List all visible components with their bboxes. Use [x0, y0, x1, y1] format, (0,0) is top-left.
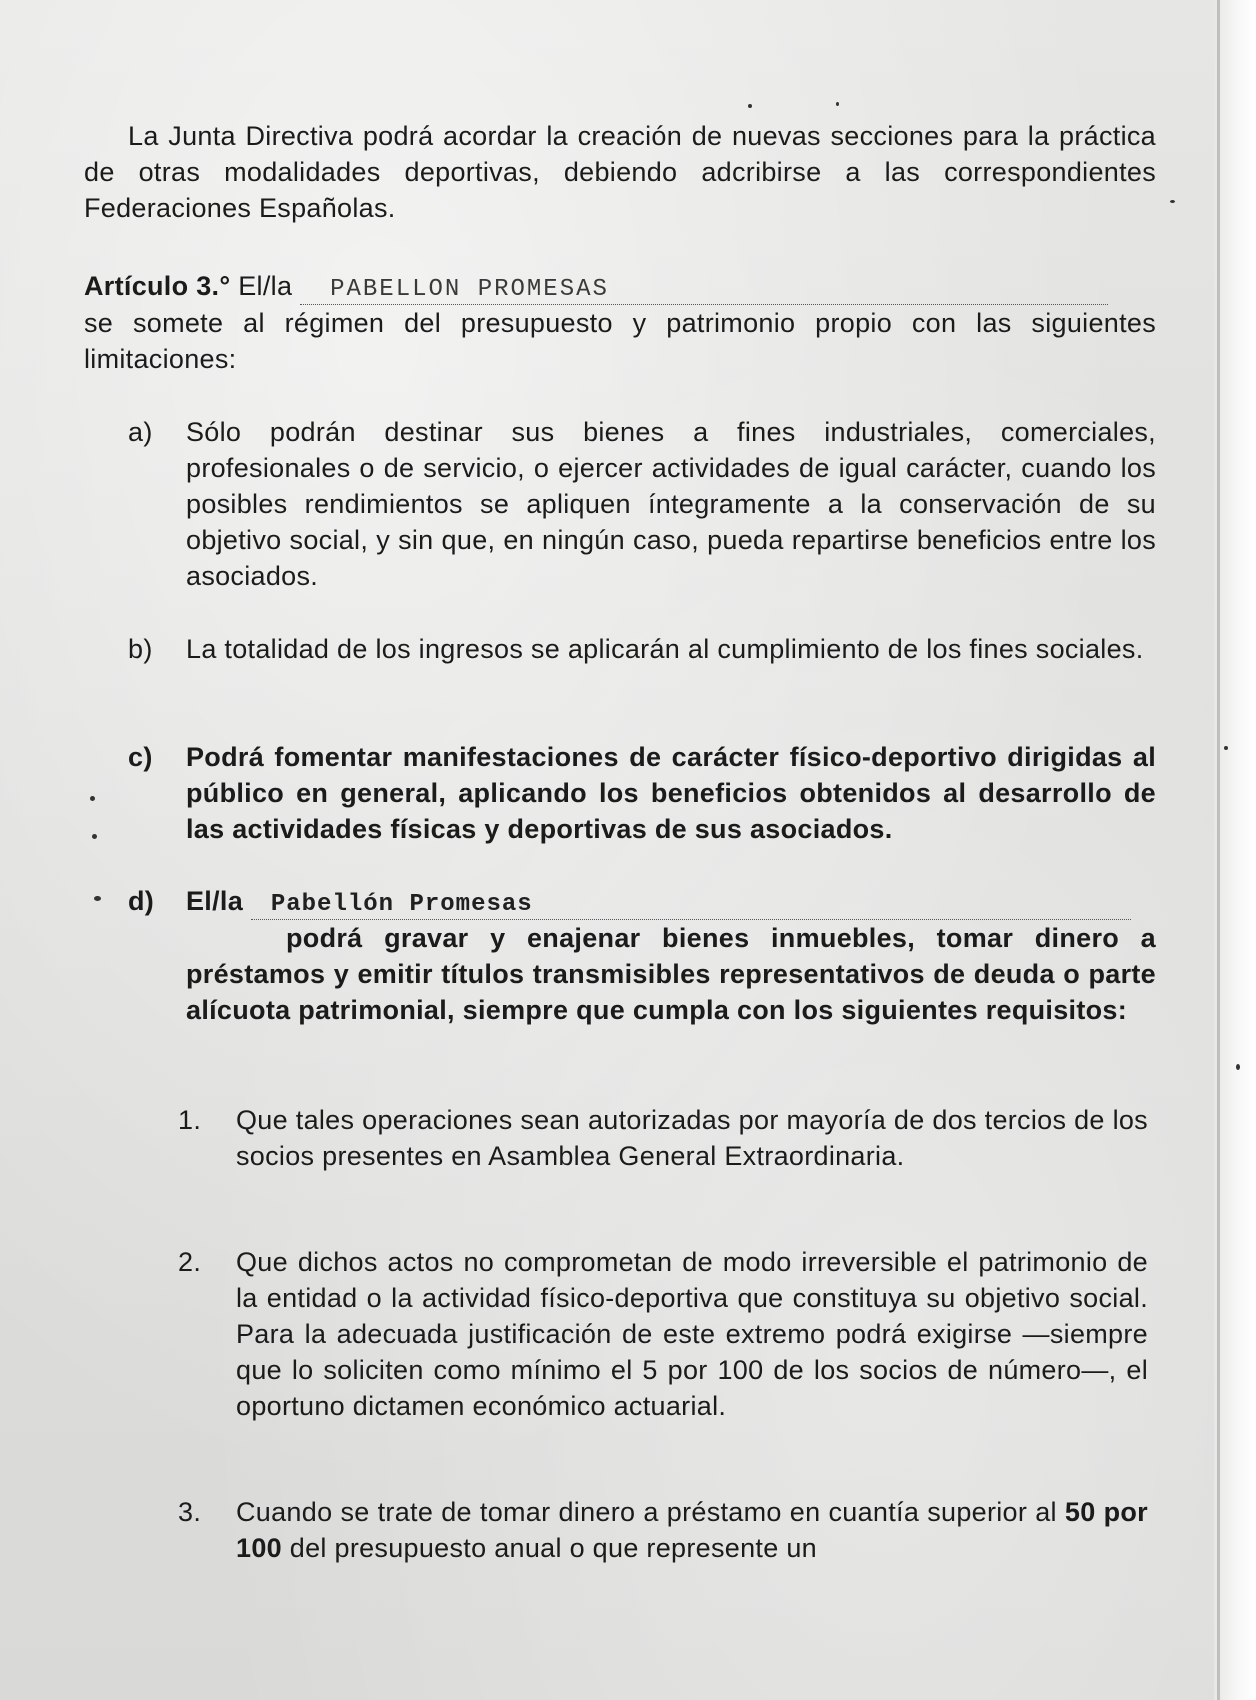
scan-speck: [1236, 1064, 1240, 1070]
item-a-marker: a): [128, 417, 153, 447]
intro-text: La Junta Directiva podrá acordar la creación de nuevas secciones para la práctica de otras modalidades deportivas, debiendo adcribirse a las correspondientes Federaciones Españolas.: [84, 121, 1156, 223]
scan-speck: [92, 834, 97, 839]
scan-speck: [1170, 200, 1175, 203]
scan-speck: [90, 796, 95, 801]
item-a-text: Sólo podrán destinar sus bienes a fines industriales, comerciales, profesionales o de servicio, o ejercer actividades de igual carácter, cuando los posibles rendimientos se apliquen íntegramente a la conservación de su objetivo social, y sin que, en ningún caso, pueda repartirse beneficios entre los asociados.: [186, 417, 1156, 591]
requirement-2-text: Que dichos actos no comprometan de modo irreversible el patrimonio de la entidad o la actividad físico-deportiva que constituya su objetivo social. Para la adecuada justificación de este extremo podrá exigirse —siempre que lo soliciten como mínimo el 5 por 100 de los socios de número—, el oportuno dictamen económico actuarial.: [236, 1247, 1148, 1421]
club-name-field: [300, 272, 1108, 305]
article-heading-line: [84, 268, 1156, 305]
item-d-marker: d): [128, 886, 155, 916]
club-name-typed: PABELLON PROMESAS: [330, 276, 609, 303]
requirement-3-marker: 3.: [178, 1497, 202, 1527]
item-c-text: Podrá fomentar manifestaciones de carácter físico-deportivo dirigidas al público en general, aplicando los beneficios obtenidos al desarrollo de las actividades físicas y deportivas de sus asociados.: [186, 742, 1156, 844]
item-d-prefix: El/la: [186, 886, 244, 916]
item-d-club-typed: Pabellón Promesas: [270, 891, 533, 918]
scan-speck: [1224, 746, 1228, 750]
item-c-marker: c): [128, 742, 153, 772]
scan-speck: [836, 102, 839, 106]
page-fold-line: [1217, 0, 1220, 1700]
intro-paragraph: [84, 118, 1156, 226]
requirement-3-text-after: del presupuesto anual o que represente un: [289, 1533, 817, 1563]
item-d-body: [186, 883, 1156, 1028]
scan-speck: [94, 896, 101, 901]
requirement-3-body: [236, 1494, 1148, 1566]
item-d-club-field: [251, 887, 1131, 920]
requirement-2-marker: 2.: [178, 1247, 202, 1277]
requirement-3-bold-amount: 50 por 100: [236, 1497, 1148, 1563]
article-text: se somete al régimen del presupuesto y patrimonio propio con las siguientes limitaciones:: [84, 308, 1156, 374]
requirement-1-marker: 1.: [178, 1105, 202, 1135]
item-b-marker: b): [128, 634, 153, 664]
requirement-3-text-before: Cuando se trate de tomar dinero a préstamo en cuantía superior al: [236, 1497, 1057, 1527]
article-prefix: El/la: [238, 271, 293, 301]
requirement-1-text: Que tales operaciones sean autorizadas por mayoría de dos tercios de los socios presentes en Asamblea General Extraordinaria.: [236, 1105, 1148, 1171]
item-d-heading-line: [186, 883, 1156, 920]
article-title: Artículo 3.°: [84, 271, 231, 301]
item-d-text: podrá gravar y enajenar bienes inmuebles, tomar dinero a préstamos y emitir títulos transmisibles representativos de deuda o parte alícuota patrimonial, siempre que cumpla con los siguientes requisitos:: [186, 923, 1156, 1025]
item-b-text: La totalidad de los ingresos se aplicarán al cumplimiento de los fines sociales.: [186, 634, 1144, 664]
article-3: [84, 268, 1156, 377]
page-edge-shadow: [1214, 0, 1256, 1700]
scan-speck: [748, 104, 752, 108]
